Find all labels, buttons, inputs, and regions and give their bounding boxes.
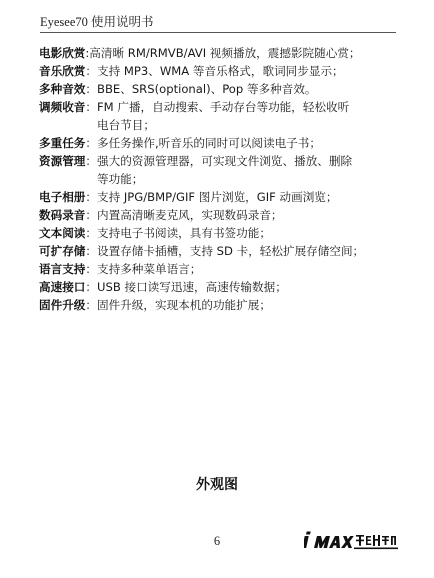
feature-separator: : (85, 46, 90, 60)
feature-description (97, 260, 405, 278)
feature-item (39, 62, 405, 80)
page-number: 6 (213, 534, 221, 548)
feature-description-line: 支持电子书阅读，具有书签功能； (97, 226, 271, 240)
feature-item (39, 296, 405, 314)
feature-description (97, 296, 405, 314)
feature-separator: ： (85, 226, 97, 240)
feature-description (97, 224, 405, 242)
section-title: 外观图 (196, 477, 238, 493)
feature-description (97, 242, 405, 260)
feature-separator: ： (85, 298, 97, 312)
feature-label: 电子相册 (39, 190, 86, 204)
document-header-title: Eyesee70 使用说明书 (40, 15, 154, 29)
feature-label: 调频收音 (39, 100, 86, 114)
feature-label: 文本阅读 (39, 226, 86, 240)
feature-description-line: 设置存储卡插槽，支持 SD 卡，轻松扩展存储空间； (97, 244, 365, 258)
header-divider (40, 32, 396, 33)
feature-label: 可扩存储 (39, 244, 86, 258)
feature-description-line: USB 接口读写迅速，高速传输数据； (97, 280, 287, 294)
feature-label: 多重任务 (39, 136, 86, 150)
feature-separator: ： (85, 154, 97, 168)
feature-label: 资源管理 (39, 154, 86, 168)
feature-separator: ： (85, 244, 97, 258)
feature-item (39, 188, 405, 206)
feature-description-line: 高清晰 RM/RMVB/AVI 视频播放，震撼影院随心赏； (89, 46, 361, 60)
feature-list (39, 44, 405, 314)
feature-item (39, 134, 405, 152)
feature-item (39, 80, 405, 98)
feature-separator: ： (85, 82, 97, 96)
feature-item (39, 152, 405, 188)
feature-description (97, 134, 405, 152)
feature-separator: ： (85, 136, 97, 150)
feature-description-line: BBE、SRS(optional)、Pop 等多种音效。 (97, 82, 317, 96)
feature-item (39, 278, 405, 296)
feature-description-line: 支持多种菜单语言； (97, 262, 202, 276)
feature-description (97, 80, 405, 98)
feature-description (97, 206, 405, 224)
feature-separator: ： (85, 262, 97, 276)
feature-description-line: 内置高清晰麦克风，实现数码录音； (97, 208, 283, 222)
feature-item (39, 206, 405, 224)
feature-label: 多种音效 (39, 82, 86, 96)
feature-description-line: 固件升级，实现本机的功能扩展； (97, 298, 271, 312)
feature-description (97, 62, 405, 80)
feature-description (89, 44, 405, 62)
feature-description-line: 电台节目； (97, 118, 155, 132)
feature-description (97, 98, 405, 134)
feature-item (39, 242, 405, 260)
feature-label: 高速接口 (39, 280, 86, 294)
feature-separator: ： (85, 64, 97, 78)
feature-description-line: 强大的资源管理器，可实现文件浏览、播放、删除 (97, 154, 353, 168)
feature-label: 电影欣赏 (39, 46, 86, 60)
feature-description-line: 多任务操作,听音乐的同时可以阅读电子书； (97, 136, 321, 150)
feature-description-line: 等功能； (97, 172, 144, 186)
imax-brand-logo (304, 530, 400, 552)
feature-separator: ： (85, 190, 97, 204)
feature-description-line: FM 广播，自动搜索、手动存台等功能，轻松收听 (97, 100, 350, 114)
feature-description (97, 188, 405, 206)
feature-separator: ： (85, 100, 97, 114)
feature-item (39, 98, 405, 134)
feature-item (39, 260, 405, 278)
feature-item (39, 44, 405, 62)
feature-label: 音乐欣赏 (39, 64, 86, 78)
feature-label: 数码录音 (39, 208, 86, 222)
feature-description (97, 152, 405, 188)
feature-item (39, 224, 405, 242)
feature-description-line: 支持 JPG/BMP/GIF 图片浏览，GIF 动画浏览； (97, 190, 338, 204)
feature-label: 语言支持 (39, 262, 86, 276)
feature-label: 固件升级 (39, 298, 86, 312)
feature-separator: ： (85, 208, 97, 222)
feature-description (97, 278, 405, 296)
feature-description-line: 支持 MP3、WMA 等音乐格式，歌词同步显示； (97, 64, 344, 78)
feature-separator: ： (85, 280, 97, 294)
